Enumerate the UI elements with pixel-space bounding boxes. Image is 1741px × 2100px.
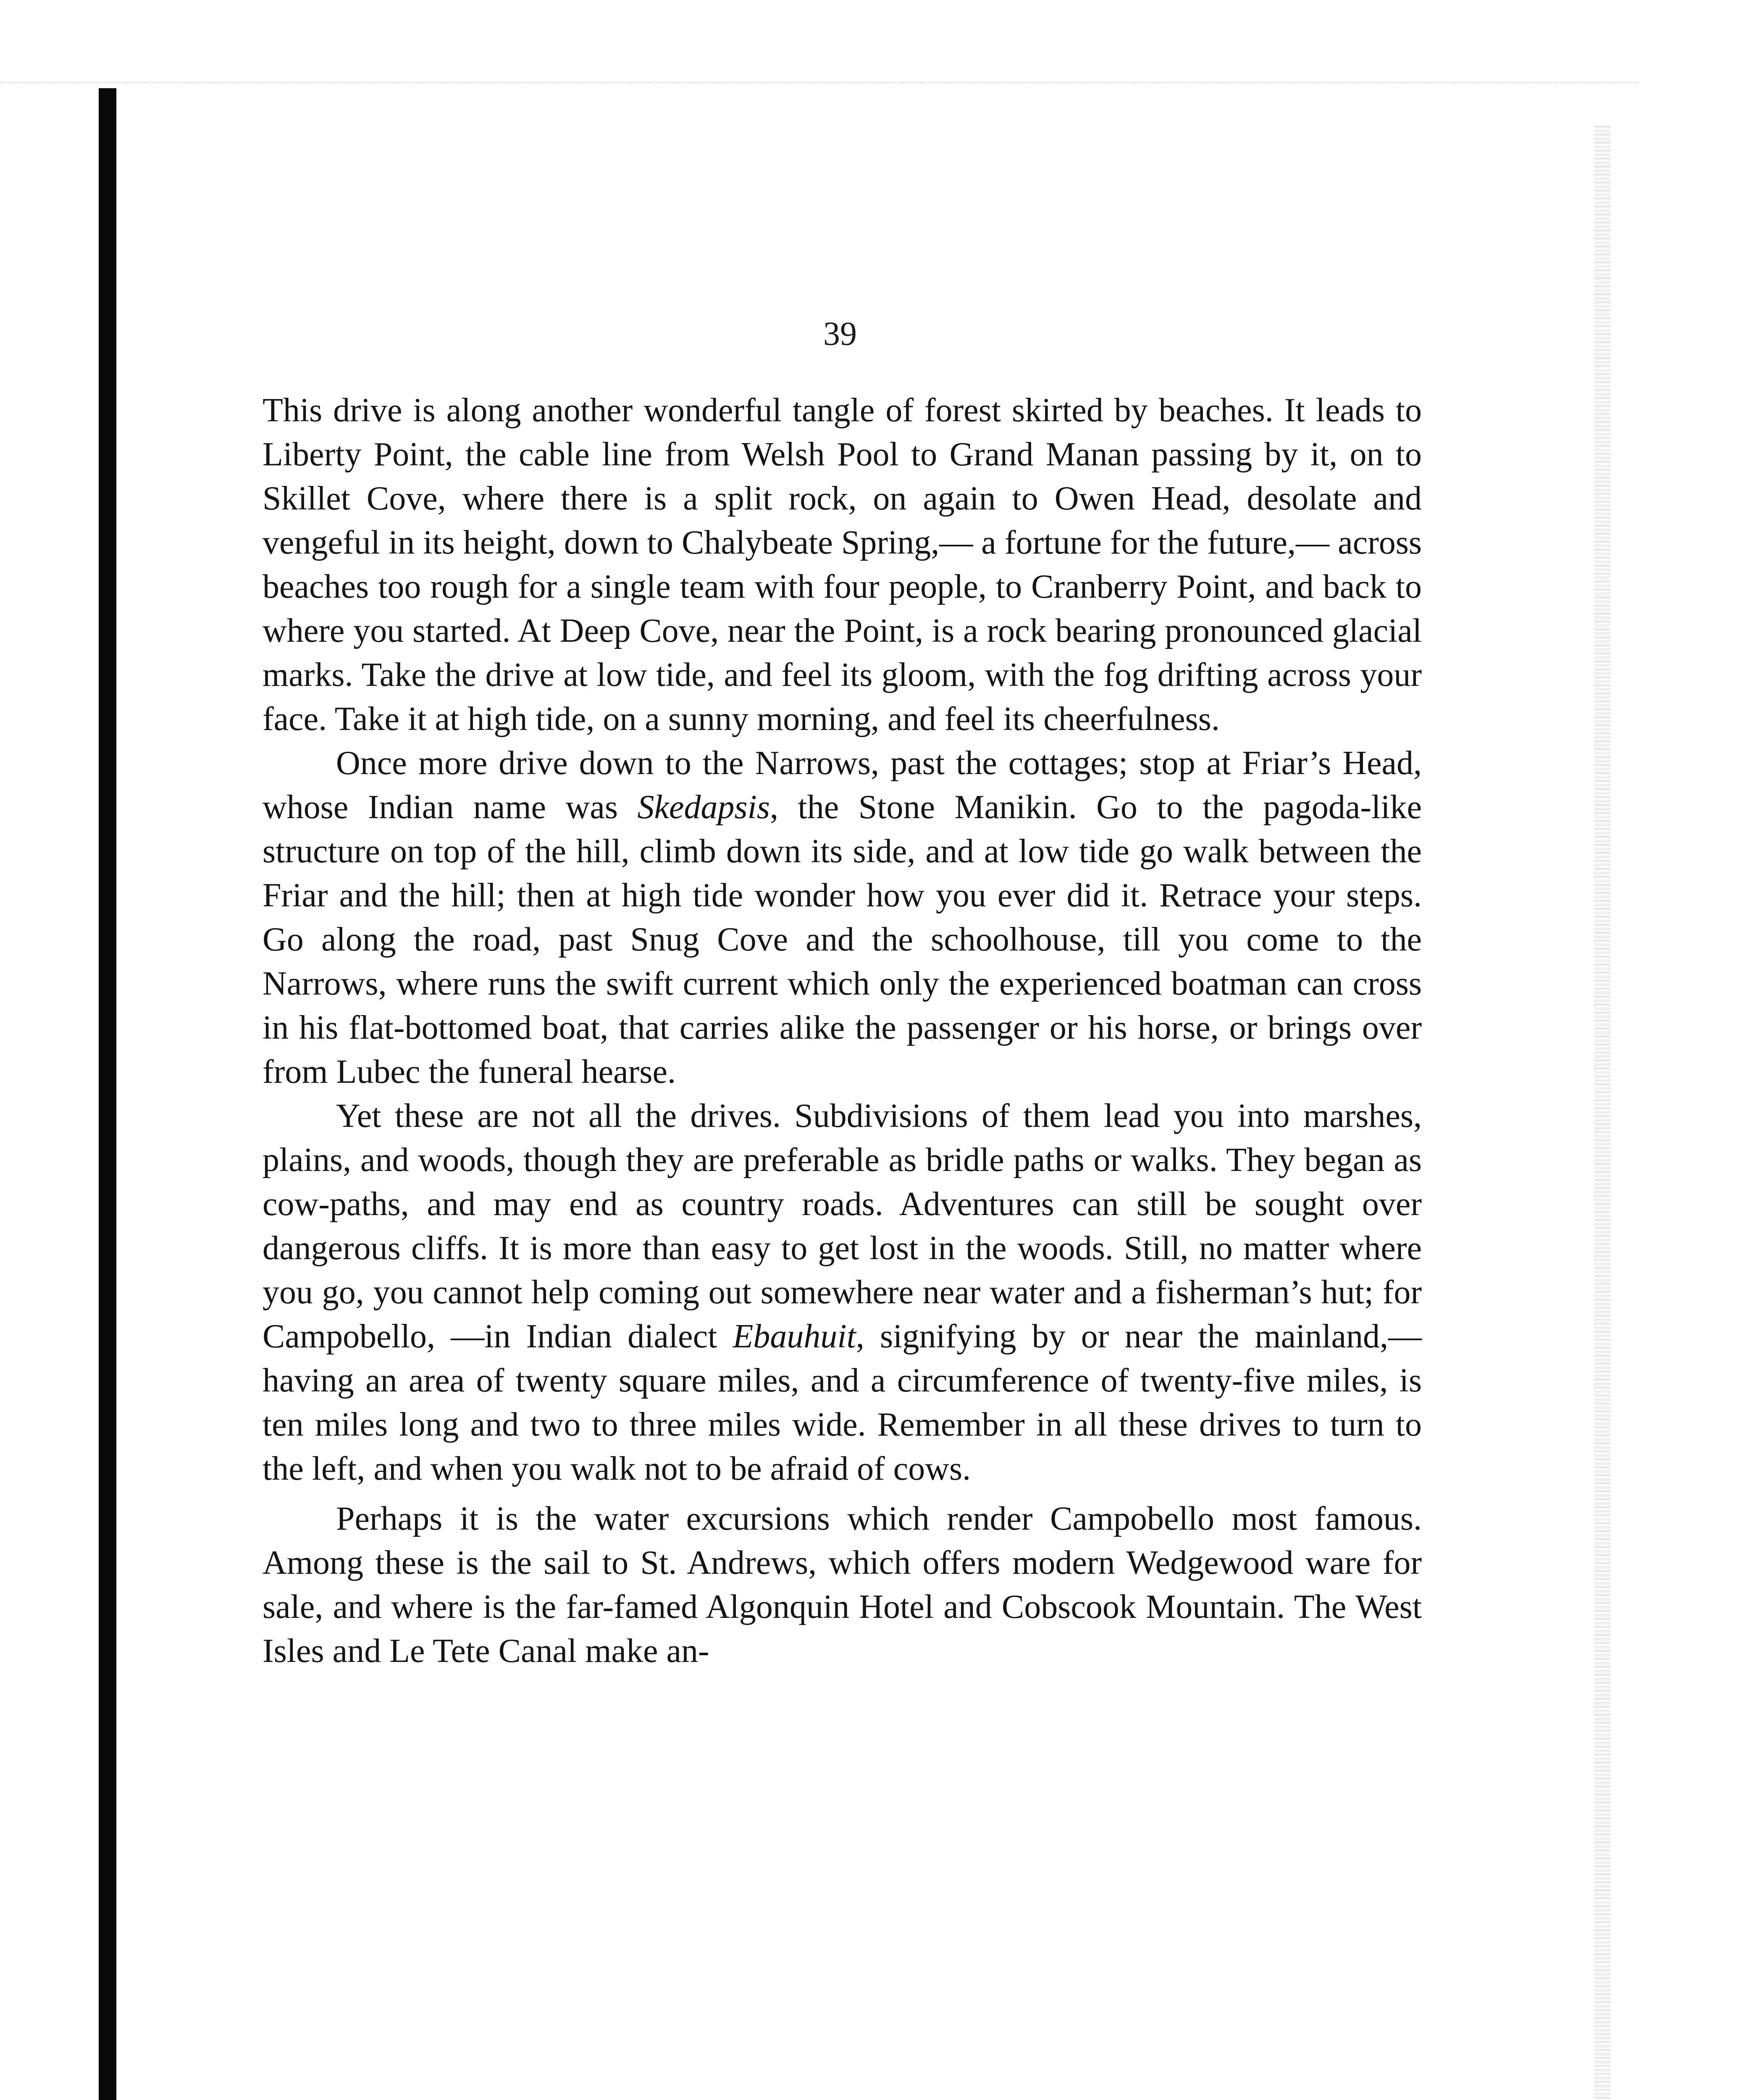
italic-term: Skedapsis <box>637 789 770 826</box>
text-run: , signifying by or near the mainland,—having an area of twenty square miles, and a circumference of twenty-five miles, is ten miles long and two to three miles wide. Remember in all these drives to turn to the left, and when you walk not to be afraid of cows. <box>263 1318 1422 1487</box>
page-number: 39 <box>823 315 857 352</box>
text-run: Perhaps it is the water excursions which render Campobello most famous. Among these is the sail to St. Andrews, which offers modern Wedgewood ware for sale, and where is the far-famed Algonquin Hotel and Cobscook Mountain. The West Isles and Le Tete Canal make an- <box>263 1500 1422 1670</box>
paragraph <box>263 1094 1422 1491</box>
italic-term: Ebauhuit <box>733 1318 856 1355</box>
body-text <box>263 388 1422 1673</box>
binding-shadow <box>99 88 116 2100</box>
text-run: This drive is along another wonderful tangle of forest skirted by beaches. It leads to Liberty Point, the cable line from Welsh Pool to Grand Manan passing by it, on to Skillet Cove, where there is a split rock, on again to Owen Head, desolate and vengeful in its height, down to Chalybeate Spring,— a fortune for the future,— across beaches too rough for a single team with four people, to Cranberry Point, and back to where you started. At Deep Cove, near the Point, is a rock bearing pronounced glacial marks. Take the drive at low tide, and feel its gloom, with the fog drifting across your face. Take it at high tide, on a sunny morning, and feel its cheerfulness. <box>263 392 1422 738</box>
text-run: , the Stone Manikin. Go to the pagoda-like structure on top of the hill, climb down its side, and at low tide go walk between the Friar and the hill; then at high tide wonder how you ever did it. Retrace your steps. Go along the road, past Snug Cove and the schoolhouse, till you come to the Narrows, where runs the swift current which only the experienced boatman can cross in his flat-bottomed boat, that carries alike the passenger or his horse, or brings over from Lubec the funeral hearse. <box>263 789 1422 1090</box>
page-edge-noise <box>1594 126 1611 2100</box>
paragraph <box>263 388 1422 741</box>
text-run: Once more drive down to the Narrows, past the cottages; stop at Friar’s Head, whose Indian name was <box>263 745 1422 826</box>
paragraph <box>263 741 1422 1094</box>
paragraph <box>263 1497 1422 1673</box>
text-run: Yet these are not all the drives. Subdivisions of them lead you into marshes, plains, and woods, though they are preferable as bridle paths or walks. They began as cow-paths, and may end as country roads. Adventures can still be sought over dangerous cliffs. It is more than easy to get lost in the woods. Still, no matter where you go, you cannot help coming out somewhere near water and a fisherman’s hut; for Campobello, —in Indian dialect <box>263 1097 1422 1355</box>
scan-edge-dots <box>0 82 1638 84</box>
